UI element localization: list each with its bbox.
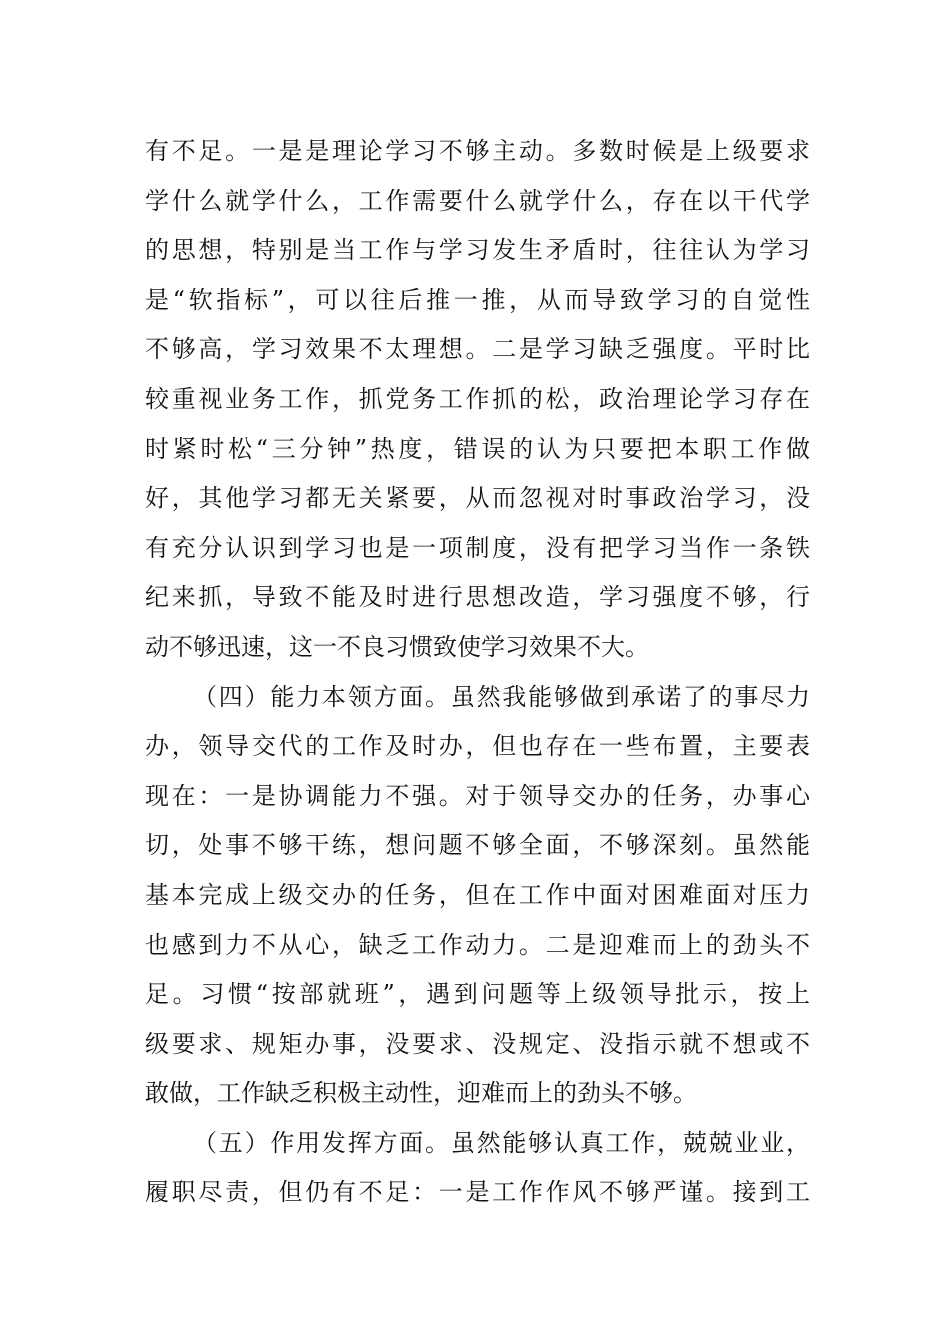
paragraph-end-line: 动不够迅速，这一不良习惯致使学习效果不大。 <box>145 632 649 661</box>
text-line: 有不足。一是是理论学习不够主动。多数时候是上级要求 <box>145 137 810 165</box>
text-line: 切，处事不够干练，想问题不够全面，不够深刻。虽然能 <box>145 831 810 860</box>
document-body <box>145 127 810 1218</box>
text-line: 现在：一是协调能力不强。对于领导交办的任务，办事心 <box>145 781 810 810</box>
text-line: 不够高，学习效果不太理想。二是学习缺乏强度。平时比 <box>145 335 810 364</box>
text-line: 足。习惯“按部就班”，遇到问题等上级领导批示，按上 <box>145 980 810 1009</box>
paragraph-end-line: 敢做，工作缺乏积极主动性，迎难而上的劲头不够。 <box>145 1079 697 1108</box>
text-line: 基本完成上级交办的任务，但在工作中面对困难面对压力 <box>145 880 810 909</box>
text-line: 办，领导交代的工作及时办，但也存在一些布置，主要表 <box>145 732 810 761</box>
text-line: 级要求、规矩办事，没要求、没规定、没指示就不想或不 <box>145 1029 810 1058</box>
text-line: 较重视业务工作，抓党务工作抓的松，政治理论学习存在 <box>145 384 810 413</box>
text-line: 时紧时松“三分钟”热度，错误的认为只要把本职工作做 <box>145 434 810 463</box>
text-line: 履职尽责，但仍有不足：一是工作作风不够严谨。接到工 <box>145 1178 810 1207</box>
text-line: 也感到力不从心，缺乏工作动力。二是迎难而上的劲头不 <box>145 930 810 959</box>
text-line: 学什么就学什么，工作需要什么就学什么，存在以干代学 <box>145 186 810 215</box>
text-line: 是“软指标”，可以往后推一推，从而导致学习的自觉性 <box>145 285 810 314</box>
section-heading-line: （四）能力本领方面。虽然我能够做到承诺了的事尽力 <box>193 682 810 711</box>
text-line: 好，其他学习都无关紧要，从而忽视对时事政治学习，没 <box>145 484 810 513</box>
text-line: 有充分认识到学习也是一项制度，没有把学习当作一条铁 <box>145 533 810 562</box>
section-heading-line: （五）作用发挥方面。虽然能够认真工作，兢兢业业， <box>193 1128 810 1157</box>
text-line: 纪来抓，导致不能及时进行思想改造，学习强度不够，行 <box>145 583 810 612</box>
text-line: 的思想，特别是当工作与学习发生矛盾时，往往认为学习 <box>145 236 810 265</box>
